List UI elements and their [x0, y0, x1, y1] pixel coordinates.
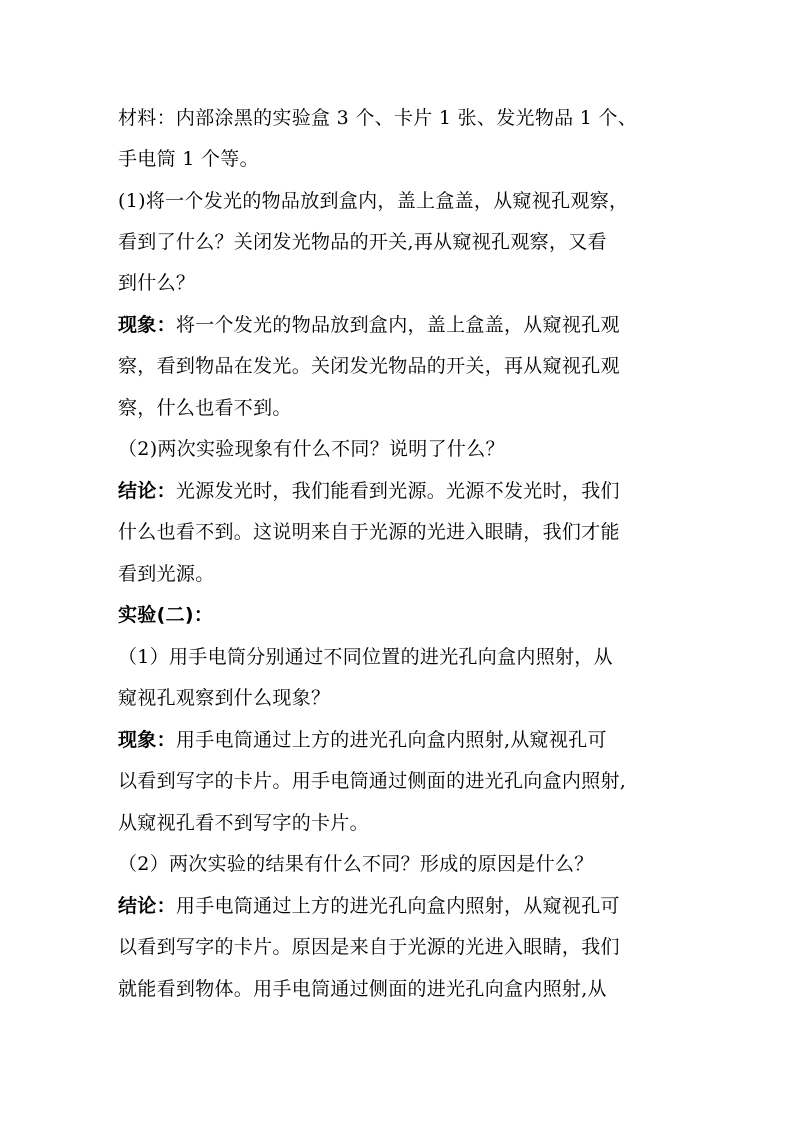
- text-line: [118, 769, 626, 793]
- line-text: 察，什么也看不到。: [118, 397, 292, 419]
- text-line: [118, 313, 620, 337]
- text-line: [118, 396, 292, 420]
- line-label: 实验(二)：: [118, 604, 214, 626]
- line-label: 结论：: [118, 895, 176, 917]
- text-line: [118, 479, 620, 503]
- text-line: [118, 645, 613, 669]
- line-text: 材料：内部涂黑的实验盒 3 个、卡片 1 张、发光物品 1 个、: [118, 107, 638, 129]
- line-text: 用手电筒通过上方的进光孔向盒内照射，从窥视孔可: [175, 895, 620, 917]
- line-label: 现象：: [118, 729, 176, 751]
- text-line: [118, 562, 215, 586]
- line-text: 以看到写字的卡片。用手电筒通过侧面的进光孔向盒内照射,: [118, 770, 627, 792]
- line-label: 结论：: [118, 480, 176, 502]
- text-line: [118, 271, 195, 295]
- line-label: 现象：: [118, 314, 176, 336]
- line-text: 看到光源。: [118, 563, 215, 585]
- text-line: [118, 437, 505, 461]
- line-text: 光源发光时，我们能看到光源。光源不发光时，我们: [175, 480, 620, 502]
- text-line: [118, 189, 628, 213]
- text-line: [118, 728, 607, 752]
- line-text: （1）用手电筒分别通过不同位置的进光孔向盒内照射，从: [118, 646, 613, 668]
- line-text: 看到了什么？关闭发光物品的开关,再从窥视孔观察，又看: [118, 231, 607, 253]
- line-text: 手电筒 1 个等。: [118, 148, 259, 170]
- text-line: [118, 852, 594, 876]
- line-text: 窥视孔观察到什么现象？: [118, 687, 331, 709]
- line-text: 到什么？: [118, 272, 196, 294]
- line-text: 将一个发光的物品放到盒内，盖上盒盖，从窥视孔观: [175, 314, 620, 336]
- text-line: [118, 894, 620, 918]
- text-line: [118, 520, 620, 544]
- line-text: （2）两次实验的结果有什么不同？形成的原因是什么？: [118, 853, 594, 875]
- line-text: (1)将一个发光的物品放到盒内，盖上盒盖，从窥视孔观察，: [118, 190, 629, 212]
- line-text: 以看到写字的卡片。原因是来自于光源的光进入眼睛，我们: [118, 936, 620, 958]
- line-text: 察，看到物品在发光。关闭发光物品的开关，再从窥视孔观: [118, 355, 620, 377]
- line-text: 用手电筒通过上方的进光孔向盒内照射,从窥视孔可: [175, 729, 607, 751]
- text-line: [118, 935, 620, 959]
- text-line: [118, 686, 330, 710]
- text-line: [118, 147, 259, 171]
- line-text: 就能看到物体。用手电筒通过侧面的进光孔向盒内照射,从: [118, 978, 607, 1000]
- line-text: （2)两次实验现象有什么不同？说明了什么？: [118, 438, 505, 460]
- text-line: [118, 811, 369, 835]
- text-line: [118, 354, 620, 378]
- text-line: [118, 106, 637, 130]
- line-text: 什么也看不到。这说明来自于光源的光进入眼睛，我们才能: [118, 521, 620, 543]
- text-line: [118, 603, 213, 627]
- text-line: [118, 230, 607, 254]
- line-text: 从窥视孔看不到写字的卡片。: [118, 812, 369, 834]
- text-line: [118, 977, 607, 1001]
